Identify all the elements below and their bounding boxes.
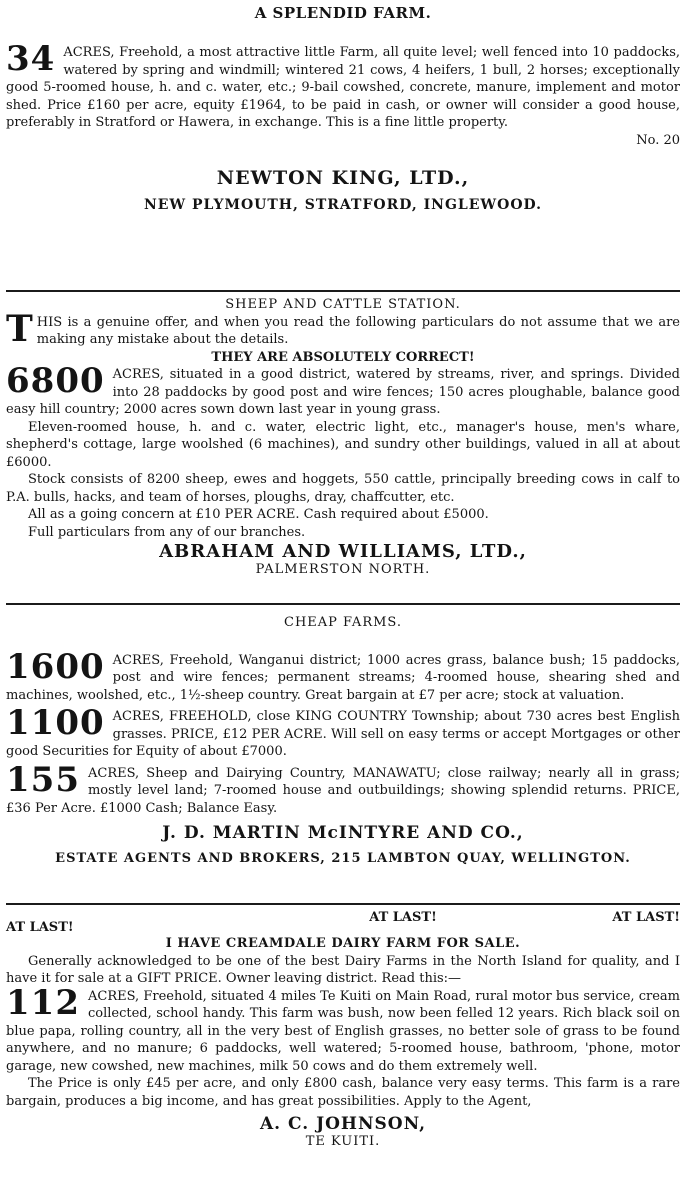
ad-body <box>6 39 680 132</box>
ad-paragraph: Stock consists of 8200 sheep, ewes and hoggets, 550 cattle, principally breeding cows in calf to P.A. bulls, hacks, and team of horses, ploughs, dray, chaffcutter, etc. <box>6 472 680 505</box>
ad-paragraph: Eleven-roomed house, h. and c. water, electric light, etc., manager's house, men's whare, shepherd's cottage, large woolshed (6 machines), and sundry other buildings, valued in all at about £6000. <box>6 419 680 470</box>
firm-name: J. D. MARTIN McINTYRE AND CO., <box>162 823 524 843</box>
divider <box>6 290 680 292</box>
farm-listing <box>6 703 680 761</box>
ad-body <box>6 982 680 1076</box>
farm-listing <box>6 759 680 818</box>
ad-heading: SHEEP AND CATTLE STATION. <box>225 297 461 312</box>
listing-text: ACRES, Freehold, Wanganui district; 1000 acres grass, balance bush; 15 paddocks, post and wire fences; permanent streams; 4-roomed house, shearing shed and machines, woolshed, etc., 1½-sheep country. Great bargain at £7 per acre; stock at valuation. <box>6 652 680 703</box>
at-last-center: AT LAST! <box>369 910 437 925</box>
subheading: THEY ARE ABSOLUTELY CORRECT! <box>211 349 475 365</box>
acreage-number: 34 <box>6 39 56 79</box>
ad-paragraph: All as a going concern at £10 PER ACRE. Cash required about £5000. <box>28 507 489 522</box>
at-last-left: AT LAST! <box>6 920 74 935</box>
reference-number: No. 20 <box>636 132 680 148</box>
firm-name: NEWTON KING, LTD., <box>216 167 470 189</box>
ad-creamdale-dairy-farm <box>6 910 680 1149</box>
acreage-number: 6800 <box>6 361 105 401</box>
acreage-number: 112 <box>6 982 80 1023</box>
ad-heading: CHEAP FARMS. <box>284 615 402 630</box>
ad-price: The Price is only £45 per acre, and only £800 cash, balance very easy terms. This farm is a rare bargain, produces a big income, and has great possibilities. Apply to the Agent, <box>6 1076 680 1109</box>
ad-text: ACRES, Freehold, a most attractive little Farm, all quite level; well fenced into 10 paddocks, watered by spring and windmill; wintered 21 cows, 4 heifers, 1 bull, 2 horses; exceptionally good 5-roomed house, h. and c. water, etc.; 9-bail cowshed, concrete, manure, implement and motor shed. Price £160 per acre, equity £1964, to be paid in cash, or owner will consider a good house, preferably in Stratford or Hawera, in exchange. This is a fine little property. <box>6 45 680 130</box>
firm-address: NEW PLYMOUTH, STRATFORD, INGLEWOOD. <box>143 197 543 213</box>
divider <box>6 903 680 905</box>
ad-intro: Generally acknowledged to be one of the best Dairy Farms in the North Island for quality, and I have it for sale at a GIFT PRICE. Owner leaving district. Read this:— <box>6 953 680 986</box>
agent-place: TE KUITI. <box>305 1134 381 1149</box>
listing-text: ACRES, FREEHOLD, close KING COUNTRY Township; about 730 acres best English grasses. PRICE, £12 PER ACRE. Will sell on easy terms or accept Mortgages or other good Securities for Equity of about £7000. <box>6 709 680 759</box>
acreage-number: 1100 <box>6 703 105 743</box>
acreage-number: 155 <box>6 759 80 800</box>
ad-cheap-farms <box>6 614 680 866</box>
ad-body <box>6 361 680 419</box>
at-last-right: AT LAST! <box>612 910 680 925</box>
acreage-number: 1600 <box>6 646 105 687</box>
ad-heading: I HAVE CREAMDALE DAIRY FARM FOR SALE. <box>165 936 521 951</box>
ad-text: ACRES, Freehold, situated 4 miles Te Kuiti on Main Road, rural motor bus service, cream collected, school handy. This farm was bush, now been felled 12 years. Rich black soil on blue papa, rolling country, all in the very best of English grasses, no better sole of grass to be found anywhere, and no manure; 6 paddocks, well watered; 5-roomed house, bathroom, 'phone, motor garage, new cowshed, new machines, milk 50 cows and do them extremely well. <box>6 988 680 1074</box>
drop-cap: T <box>6 307 33 350</box>
listing-text: ACRES, Sheep and Dairying Country, MANAWATU; close railway; nearly all in grass; mostly level land; 7-roomed house and outbuildings; showing splendid returns. PRICE, £36 Per Acre. £1000 Cash; Balance Easy. <box>6 765 680 816</box>
firm-name: ABRAHAM AND WILLIAMS, LTD., <box>159 541 527 562</box>
ad-intro <box>6 307 680 350</box>
ad-paragraph: Full particulars from any of our branches. <box>28 524 306 540</box>
farm-listing <box>6 646 680 705</box>
ad-sheep-cattle-station <box>6 296 680 577</box>
ad-heading: A SPLENDID FARM. <box>254 4 432 22</box>
ad-splendid-farm <box>6 4 680 213</box>
firm-address: PALMERSTON NORTH. <box>255 562 431 577</box>
divider <box>6 603 680 605</box>
agent-name: A. C. JOHNSON, <box>259 1114 426 1134</box>
intro-text: HIS is a genuine offer, and when you read the following particulars do not assume that we are making any mistake about the details. <box>36 314 680 347</box>
firm-address: ESTATE AGENTS AND BROKERS, 215 LAMBTON QUAY, WELLINGTON. <box>55 851 631 866</box>
ad-text: ACRES, situated in a good district, watered by streams, river, and springs. Divided into 28 paddocks by good post and wire fences; 150 acres ploughable, balance good easy hill country; 2000 acres sown down last year in young grass. <box>6 367 680 417</box>
at-last-row <box>6 910 680 935</box>
